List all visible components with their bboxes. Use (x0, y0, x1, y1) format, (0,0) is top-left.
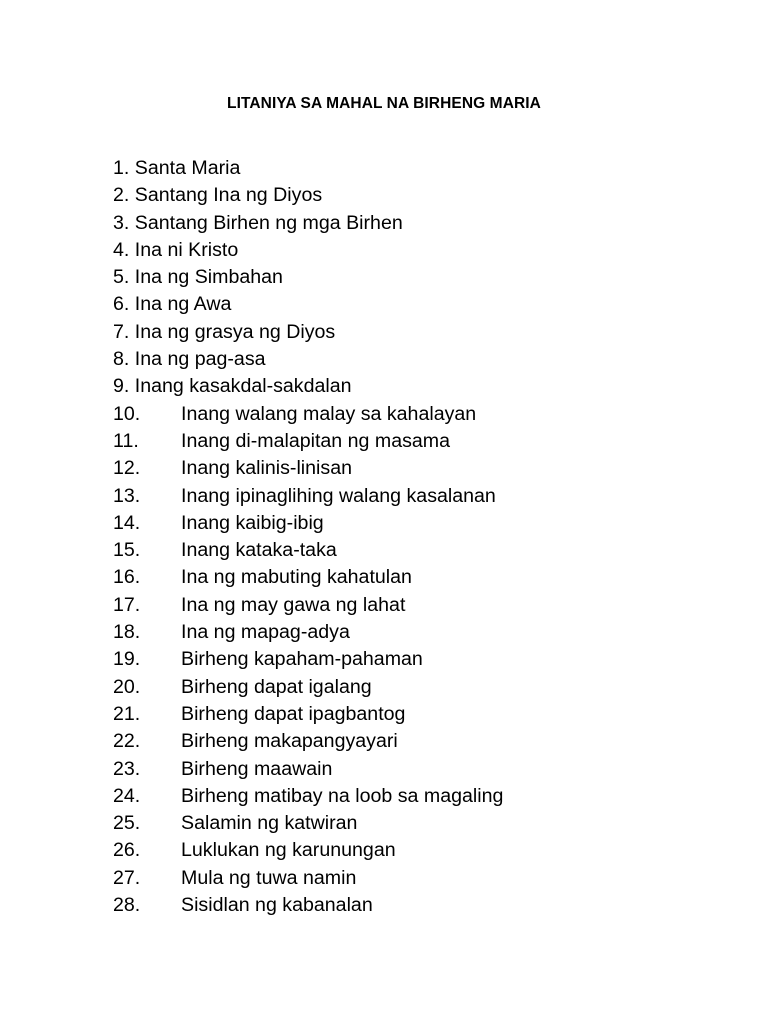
list-item (113, 619, 503, 646)
list-item-text: 8. Ina ng pag-asa (113, 348, 266, 371)
list-item (113, 783, 503, 810)
list-item-text: Inang ipinaglihing walang kasalanan (181, 484, 496, 507)
list-item-text: 3. Santang Birhen ng mga Birhen (113, 211, 403, 234)
list-item-text: Ina ng mabuting kahatulan (181, 566, 412, 589)
list-item (113, 291, 503, 318)
list-item (113, 837, 503, 864)
list-item (113, 865, 503, 892)
list-item (113, 373, 503, 400)
list-item-text: 7. Ina ng grasya ng Diyos (113, 320, 336, 343)
list-item (113, 892, 503, 919)
list-item (113, 564, 503, 591)
list-item-text: 5. Ina ng Simbahan (113, 266, 283, 289)
list-item (113, 455, 503, 482)
list-item (113, 182, 503, 209)
list-item (113, 346, 503, 373)
list-item-text: Inang walang malay sa kahalayan (181, 402, 477, 425)
list-item (113, 155, 503, 182)
list-item-number: 21. (113, 702, 141, 725)
list-item-text: Birheng maawain (181, 757, 333, 780)
list-item (113, 728, 503, 755)
list-item (113, 756, 503, 783)
list-item-number: 14. (113, 511, 141, 534)
list-item-text: Ina ng mapag-adya (181, 621, 350, 644)
list-item-text: Ina ng may gawa ng lahat (181, 593, 406, 616)
list-item-text: Inang di-malapitan ng masama (181, 429, 451, 452)
list-item (113, 319, 503, 346)
document-title: LITANIYA SA MAHAL NA BIRHENG MARIA (227, 95, 541, 112)
list-item-text: Birheng kapaham-pahaman (181, 648, 423, 671)
list-item (113, 510, 503, 537)
list-item-text: Inang kalinis-linisan (181, 457, 352, 480)
list-item (113, 483, 503, 510)
list-item-text: 9. Inang kasakdal-sakdalan (113, 375, 352, 398)
list-item (113, 592, 503, 619)
list-item-number: 19. (113, 648, 141, 671)
list-item-number: 22. (113, 730, 141, 753)
list-item-number: 28. (113, 894, 141, 917)
list-item-text: 6. Ina ng Awa (113, 293, 232, 316)
list-item-text: 2. Santang Ina ng Diyos (113, 184, 323, 207)
list-item-text: 1. Santa Maria (113, 157, 241, 179)
list-item-number: 25. (113, 812, 141, 835)
list-item-number: 26. (113, 839, 141, 862)
list-item-text: Sisidlan ng kabanalan (181, 894, 373, 917)
list-item-number: 15. (113, 539, 141, 562)
list-item (113, 701, 503, 728)
list-item-number: 16. (113, 566, 141, 589)
list-item (113, 674, 503, 701)
list-item (113, 401, 503, 428)
list-item-number: 17. (113, 593, 141, 616)
list-item-number: 18. (113, 621, 141, 644)
list-item (113, 428, 503, 455)
list-item-text: Birheng matibay na loob sa magaling (181, 784, 504, 807)
list-item (113, 537, 503, 564)
list-item-number: 27. (113, 866, 141, 889)
list-item (113, 646, 503, 673)
list-item-number: 20. (113, 675, 141, 698)
list-item (113, 264, 503, 291)
list-item (113, 210, 503, 237)
list-item-text: Birheng dapat igalang (181, 675, 372, 698)
list-item-text: Birheng makapangyayari (181, 730, 398, 753)
list-item-text: Birheng dapat ipagbantog (181, 702, 406, 725)
list-item-text: 4. Ina ni Kristo (113, 238, 239, 261)
list-item-number: 23. (113, 757, 141, 780)
list-item-number: 13. (113, 484, 141, 507)
list-item-number: 10. (113, 402, 141, 425)
list-item-number: 12. (113, 457, 141, 480)
list-item (113, 810, 503, 837)
list-item-number: 11. (113, 429, 139, 452)
list-item-text: Luklukan ng karunungan (181, 839, 396, 862)
litany-list (113, 155, 503, 919)
list-item-text: Mula ng tuwa namin (181, 866, 357, 889)
list-item (113, 237, 503, 264)
list-item-text: Inang kaibig-ibig (181, 511, 324, 534)
list-item-text: Inang kataka-taka (181, 539, 337, 562)
list-item-text: Salamin ng katwiran (181, 812, 358, 835)
list-item-number: 24. (113, 784, 141, 807)
